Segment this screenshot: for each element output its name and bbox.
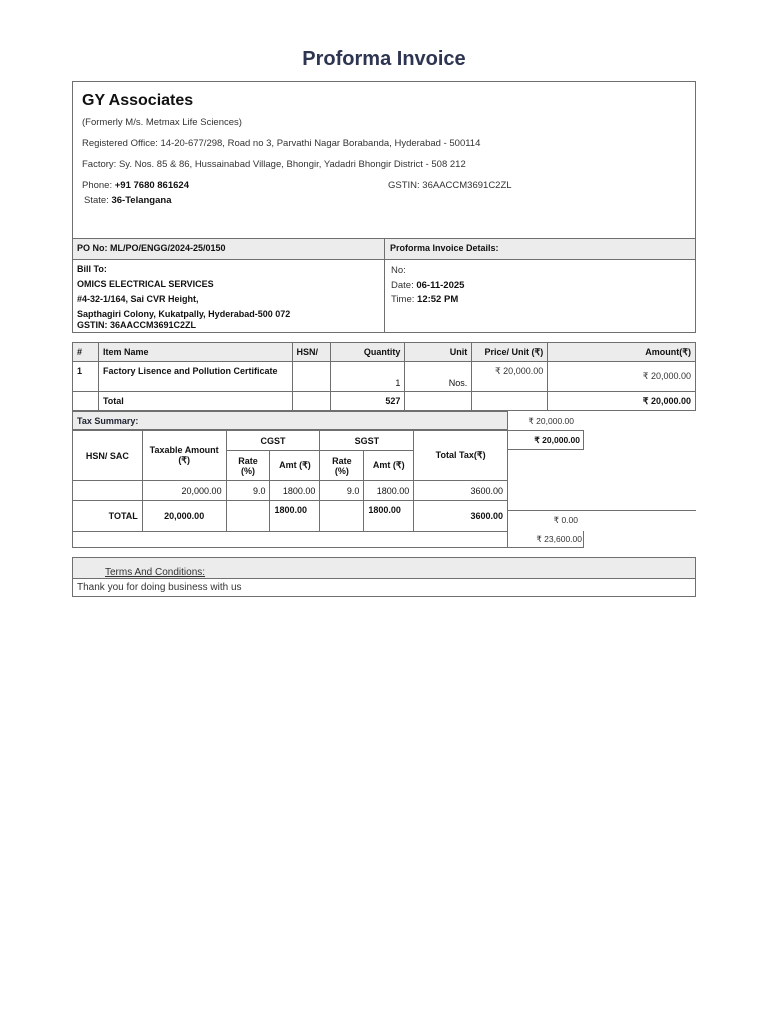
date-label: Date: (391, 280, 417, 291)
company-name: GY Associates (82, 92, 194, 109)
tax-total-sum: 3600.00 (414, 501, 508, 532)
bill-to-line: #4-32-1/164, Sai CVR Height, (77, 294, 199, 304)
total-amount: ₹ 20,000.00 (548, 392, 696, 411)
total-unit (405, 392, 472, 411)
company-formerly: (Formerly M/s. Metmax Life Sciences) (82, 117, 242, 128)
tax-total-sgst: 1800.00 (364, 501, 414, 532)
tax-summary-table (72, 430, 508, 532)
total-price (472, 392, 548, 411)
summary-round-off: ₹ 0.00 (553, 515, 578, 525)
date-value: 06-11-2025 (416, 280, 465, 291)
total-spacer (73, 392, 99, 411)
sgst-rate-header: Rate (%) (320, 451, 364, 481)
invoice-no-label: No: (391, 265, 406, 276)
tax-col-hsn: HSN/ SAC (73, 431, 143, 481)
table-row (73, 481, 508, 501)
tax-hsn (73, 481, 143, 501)
state-value: 36-Telangana (111, 195, 172, 206)
items-table (72, 342, 696, 411)
col-unit: Unit (405, 343, 472, 362)
item-hsn (292, 362, 330, 392)
tax-total-cgst-rate (226, 501, 270, 532)
company-gstin: GSTIN: 36AACCM3691C2ZL (388, 180, 512, 191)
item-name: Factory Lisence and Pollution Certificate (98, 362, 292, 392)
item-price: ₹ 20,000.00 (472, 362, 548, 392)
po-number: PO No: ML/PO/ENGG/2024-25/0150 (77, 243, 226, 253)
tax-sgst-rate: 9.0 (320, 481, 364, 501)
state-label: State: (84, 195, 112, 206)
total-quantity: 527 (330, 392, 405, 411)
time-value: 12:52 PM (417, 294, 459, 305)
cgst-amt-header: Amt (₹) (270, 451, 320, 481)
terms-section (72, 557, 696, 597)
tax-col-taxable: Taxable Amount (₹) (142, 431, 226, 481)
item-index: 1 (73, 362, 99, 392)
items-header-row (73, 343, 696, 362)
sgst-amt-header: Amt (₹) (364, 451, 414, 481)
col-amount: Amount(₹) (548, 343, 696, 362)
company-phone (82, 180, 189, 191)
total-hsn (292, 392, 330, 411)
tax-total: 3600.00 (414, 481, 508, 501)
po-divider (384, 239, 385, 332)
invoice-details-heading: Proforma Invoice Details: (390, 243, 499, 253)
po-section (72, 239, 696, 333)
col-quantity: Quantity (330, 343, 405, 362)
phone-label: Phone: (82, 180, 115, 191)
phone-value: +91 7680 861624 (114, 180, 189, 191)
factory-address: Factory: Sy. Nos. 85 & 86, Hussainabad Village, Bhongir, Yadadri Bhongir District - 508 212 (82, 159, 466, 170)
tax-col-total: Total Tax(₹) (414, 431, 508, 481)
registered-office: Registered Office: 14-20-677/298, Road no 3, Parvathi Nagar Borabanda, Hyderabad - 500114 (82, 138, 481, 149)
tax-total-taxable: 20,000.00 (142, 501, 226, 532)
terms-text: Thank you for doing business with us (77, 582, 242, 593)
tax-footer-strip (72, 531, 508, 548)
tax-col-sgst: SGST (320, 431, 414, 451)
tax-total-row (73, 501, 508, 532)
item-amount: ₹ 20,000.00 (548, 362, 696, 392)
tax-cgst-amt: 1800.00 (270, 481, 320, 501)
tax-header-row (73, 431, 508, 451)
item-quantity: 1 (330, 362, 405, 392)
bill-to-label: Bill To: (77, 264, 107, 274)
tax-summary-label: Tax Summary: (77, 416, 139, 426)
terms-title: Terms And Conditions: (105, 567, 206, 578)
table-row (73, 362, 696, 392)
col-price: Price/ Unit (₹) (472, 343, 548, 362)
bill-to-line: Sapthagiri Colony, Kukatpally, Hyderabad-500 072 (77, 309, 291, 319)
total-label: Total (98, 392, 292, 411)
tax-total-sgst-rate (320, 501, 364, 532)
invoice-date (391, 280, 464, 291)
page-title: Proforma Invoice (302, 48, 466, 70)
company-state (84, 195, 171, 206)
col-index: # (73, 343, 99, 362)
tax-total-label: TOTAL (73, 501, 143, 532)
summary-subtotal-bold: ₹ 20,000.00 (534, 435, 580, 445)
col-hsn: HSN/ (292, 343, 330, 362)
time-label: Time: (391, 294, 418, 305)
tax-summary-header (72, 411, 508, 430)
tax-sgst-amt: 1800.00 (364, 481, 414, 501)
item-unit: Nos. (405, 362, 472, 392)
invoice-time (391, 294, 458, 305)
company-details (72, 81, 696, 239)
summary-grand-total: ₹ 23,600.00 (536, 534, 582, 544)
col-item-name: Item Name (98, 343, 292, 362)
items-total-row (73, 392, 696, 411)
summary-divider (508, 510, 696, 511)
bill-to-gstin: GSTIN: 36AACCM3691C2ZL (77, 320, 197, 330)
tax-cgst-rate: 9.0 (226, 481, 270, 501)
tax-taxable: 20,000.00 (142, 481, 226, 501)
bill-to-line: OMICS ELECTRICAL SERVICES (77, 279, 214, 289)
tax-total-cgst: 1800.00 (270, 501, 320, 532)
cgst-rate-header: Rate (%) (226, 451, 270, 481)
summary-subtotal: ₹ 20,000.00 (528, 416, 574, 426)
tax-col-cgst: CGST (226, 431, 320, 451)
